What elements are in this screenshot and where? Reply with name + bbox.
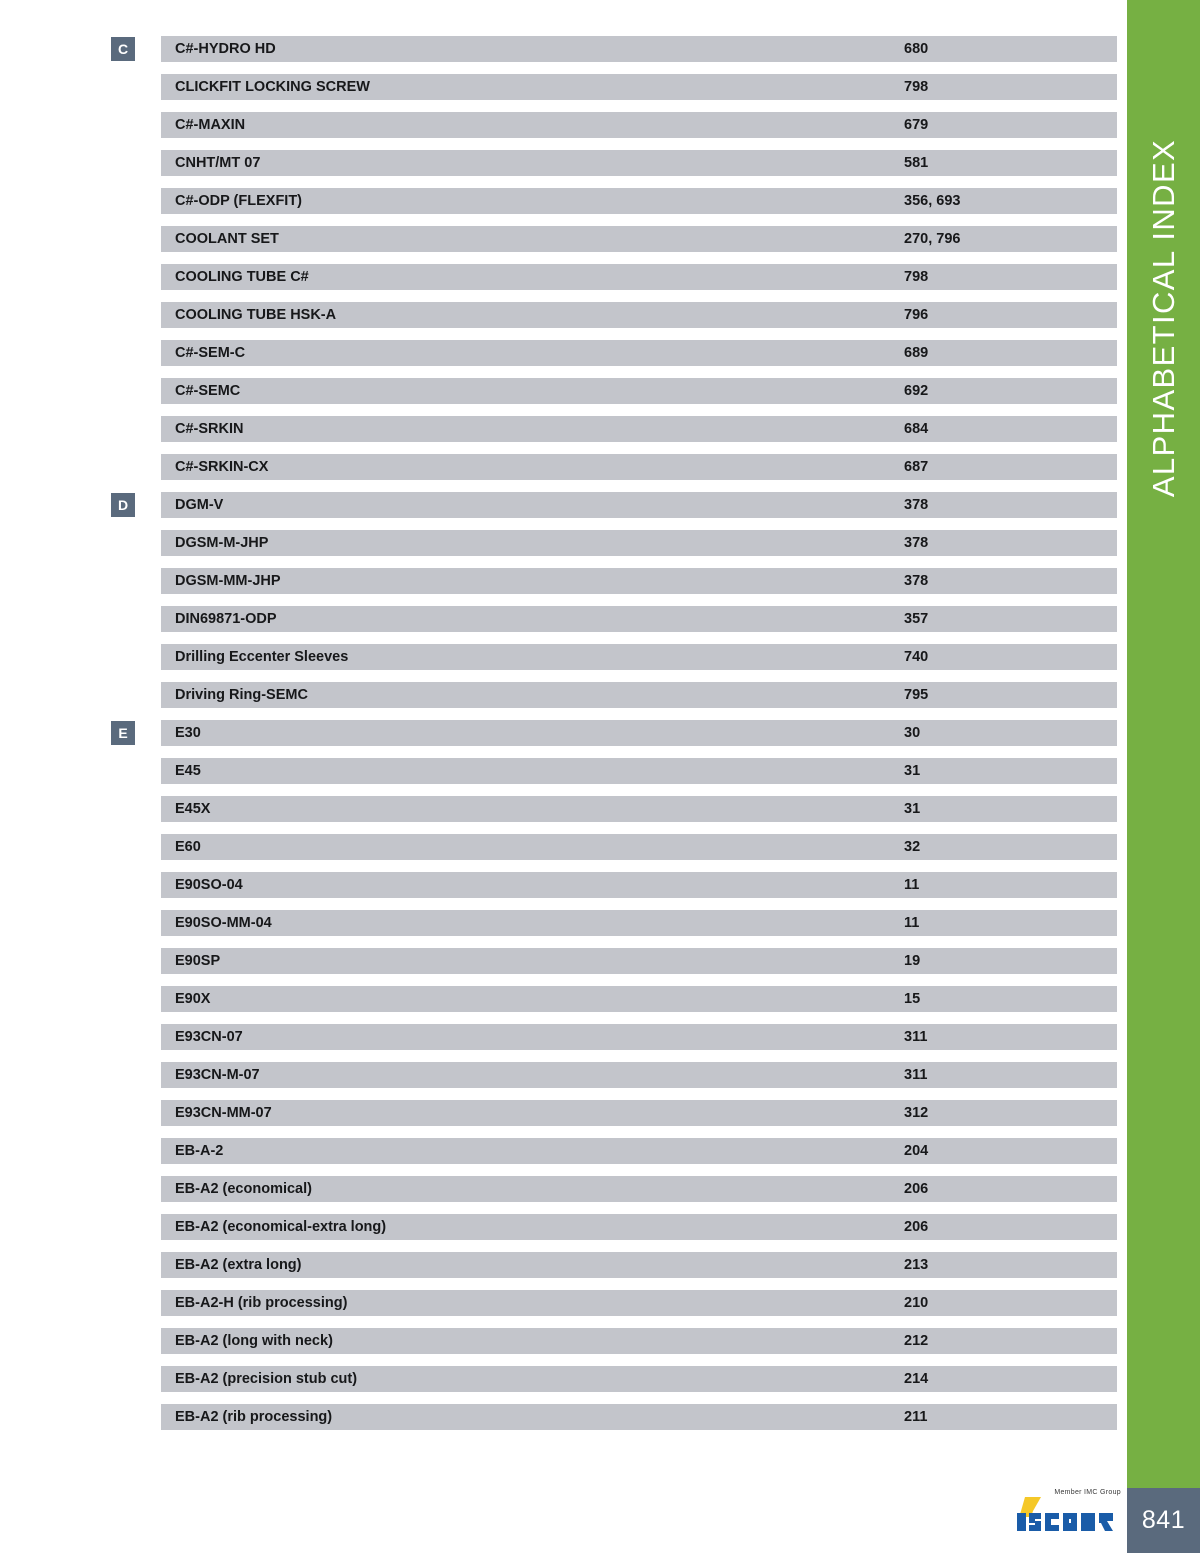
index-entry-name: C#-SEMC (175, 383, 241, 399)
index-row[interactable] (0, 1290, 1117, 1316)
index-row[interactable] (0, 340, 1117, 366)
side-tab-label: ALPHABETICAL INDEX (1145, 138, 1181, 498)
index-entry-name: COOLANT SET (175, 231, 279, 247)
index-entry-page: 206 (904, 1181, 929, 1197)
index-row-bar (161, 1252, 1117, 1278)
index-entry-page: 796 (904, 307, 929, 323)
index-entry-page: 356, 693 (904, 193, 961, 209)
index-entry-name: EB-A-2 (175, 1143, 224, 1159)
index-row-bar (161, 1100, 1117, 1126)
index-entry-page: 11 (904, 877, 920, 893)
index-row[interactable] (0, 606, 1117, 632)
index-entry-name: EB-A2-H (rib processing) (175, 1295, 348, 1311)
index-entry-page: 211 (904, 1409, 928, 1425)
index-row[interactable] (0, 530, 1117, 556)
index-row-bar (161, 796, 1117, 822)
index-row[interactable] (0, 986, 1117, 1012)
index-entry-name: E90SO-MM-04 (175, 915, 272, 931)
index-entry-page: 740 (904, 649, 929, 665)
index-entry-name: COOLING TUBE HSK-A (175, 307, 337, 323)
index-entry-name: EB-A2 (extra long) (175, 1257, 302, 1273)
index-row[interactable] (0, 1100, 1117, 1126)
index-row-bar (161, 188, 1117, 214)
letter-section-badge-c: C (111, 37, 135, 61)
index-entry-name: Driving Ring-SEMC (175, 687, 308, 703)
index-row[interactable] (0, 1024, 1117, 1050)
index-row-bar (161, 644, 1117, 670)
index-entry-name: E90SO-04 (175, 877, 243, 893)
letter-section-badge-d: D (111, 493, 135, 517)
index-entry-name: DGSM-MM-JHP (175, 573, 281, 589)
index-entry-page: 204 (904, 1143, 929, 1159)
index-entry-name: C#-SRKIN (175, 421, 244, 437)
index-entry-page: 15 (904, 991, 921, 1007)
index-row-bar (161, 1366, 1117, 1392)
index-row[interactable] (0, 834, 1117, 860)
index-entry-page: 206 (904, 1219, 929, 1235)
index-row-bar (161, 264, 1117, 290)
iscar-wordmark-icon (1011, 1497, 1123, 1533)
index-entry-page: 357 (904, 611, 929, 627)
index-row[interactable] (0, 36, 1117, 62)
index-entry-page: 30 (904, 725, 921, 741)
index-row-bar (161, 454, 1117, 480)
index-entry-name: C#-SEM-C (175, 345, 246, 361)
iscar-logo (1005, 1487, 1123, 1537)
index-entry-name: C#-MAXIN (175, 117, 246, 133)
index-row-bar (161, 948, 1117, 974)
index-row-bar (161, 74, 1117, 100)
index-row-bar (161, 872, 1117, 898)
index-row-bar (161, 1062, 1117, 1088)
index-row[interactable] (0, 378, 1117, 404)
index-row-bar (161, 1024, 1117, 1050)
index-row[interactable] (0, 758, 1117, 784)
index-entry-name: C#-HYDRO HD (175, 41, 276, 57)
index-row[interactable] (0, 454, 1117, 480)
index-entry-page: 213 (904, 1257, 929, 1273)
index-entry-name: E45X (175, 801, 211, 817)
index-entry-page: 311 (904, 1067, 928, 1083)
index-entry-page: 11 (904, 915, 920, 931)
index-entry-name: EB-A2 (rib processing) (175, 1409, 333, 1425)
index-entry-page: 581 (904, 155, 929, 171)
index-entry-name: EB-A2 (economical) (175, 1181, 312, 1197)
index-entry-page: 32 (904, 839, 921, 855)
index-row-bar (161, 1404, 1117, 1430)
index-entry-page: 214 (904, 1371, 929, 1387)
index-row-bar (161, 226, 1117, 252)
index-row-bar (161, 758, 1117, 784)
index-row[interactable] (0, 720, 1117, 746)
index-entry-name: E93CN-M-07 (175, 1067, 260, 1083)
index-entry-name: EB-A2 (precision stub cut) (175, 1371, 358, 1387)
index-entry-page: 378 (904, 497, 929, 513)
index-entry-page: 798 (904, 79, 929, 95)
index-entry-page: 312 (904, 1105, 929, 1121)
index-row-bar (161, 986, 1117, 1012)
letter-section-badge-e: E (111, 721, 135, 745)
index-row-bar (161, 1214, 1117, 1240)
index-row[interactable] (0, 1176, 1117, 1202)
index-entry-page: 798 (904, 269, 929, 285)
index-row-bar (161, 416, 1117, 442)
index-row[interactable] (0, 1214, 1117, 1240)
index-row-bar (161, 340, 1117, 366)
index-entry-page: 270, 796 (904, 231, 961, 247)
index-entry-name: CNHT/MT 07 (175, 155, 261, 171)
index-row[interactable] (0, 302, 1117, 328)
index-entry-name: Drilling Eccenter Sleeves (175, 649, 349, 665)
index-entry-name: C#-ODP (FLEXFIT) (175, 193, 303, 209)
index-entry-name: EB-A2 (long with neck) (175, 1333, 333, 1349)
index-row[interactable] (0, 910, 1117, 936)
index-row[interactable] (0, 112, 1117, 138)
index-row-bar (161, 682, 1117, 708)
index-entry-page: 210 (904, 1295, 929, 1311)
index-row[interactable] (0, 948, 1117, 974)
index-entry-page: 19 (904, 953, 921, 969)
index-row-bar (161, 1176, 1117, 1202)
index-row-bar (161, 378, 1117, 404)
index-entry-name: E90X (175, 991, 211, 1007)
index-entry-page: 212 (904, 1333, 929, 1349)
index-row-bar (161, 1138, 1117, 1164)
index-row[interactable] (0, 1366, 1117, 1392)
index-entry-page: 679 (904, 117, 929, 133)
index-row-bar (161, 568, 1117, 594)
index-row[interactable] (0, 264, 1117, 290)
index-row[interactable] (0, 492, 1117, 518)
index-entry-page: 680 (904, 41, 929, 57)
index-row[interactable] (0, 150, 1117, 176)
index-row[interactable] (0, 872, 1117, 898)
index-entry-name: EB-A2 (economical-extra long) (175, 1219, 387, 1235)
index-row[interactable] (0, 796, 1117, 822)
alphabetical-index-list (0, 36, 1117, 1442)
index-entry-name: E90SP (175, 953, 221, 969)
index-row-bar (161, 910, 1117, 936)
index-row[interactable] (0, 1252, 1117, 1278)
index-entry-page: 687 (904, 459, 929, 475)
index-row-bar (161, 492, 1117, 518)
index-row[interactable] (0, 188, 1117, 214)
index-entry-page: 378 (904, 535, 929, 551)
index-row-bar (161, 1290, 1117, 1316)
index-row[interactable] (0, 644, 1117, 670)
index-row[interactable] (0, 682, 1117, 708)
index-row[interactable] (0, 226, 1117, 252)
index-row-bar (161, 112, 1117, 138)
index-entry-name: E93CN-07 (175, 1029, 243, 1045)
index-row[interactable] (0, 1062, 1117, 1088)
index-row-bar (161, 834, 1117, 860)
index-row-bar (161, 530, 1117, 556)
index-entry-page: 378 (904, 573, 929, 589)
index-row-bar (161, 1328, 1117, 1354)
index-entry-name: COOLING TUBE C# (175, 269, 309, 285)
index-entry-name: E45 (175, 763, 201, 779)
index-entry-page: 689 (904, 345, 929, 361)
alphabetical-index-side-tab (1127, 0, 1200, 1488)
index-entry-page: 684 (904, 421, 929, 437)
index-entry-name: E30 (175, 725, 201, 741)
index-row-bar (161, 302, 1117, 328)
index-row[interactable] (0, 1138, 1117, 1164)
index-entry-name: CLICKFIT LOCKING SCREW (175, 79, 370, 95)
index-entry-name: E60 (175, 839, 201, 855)
logo-tagline: Member IMC Group (1054, 1489, 1121, 1496)
index-row-bar (161, 720, 1117, 746)
index-entry-page: 795 (904, 687, 929, 703)
index-entry-name: E93CN-MM-07 (175, 1105, 272, 1121)
index-row[interactable] (0, 74, 1117, 100)
index-entry-name: DGM-V (175, 497, 224, 513)
index-row[interactable] (0, 1404, 1117, 1430)
index-row[interactable] (0, 1328, 1117, 1354)
index-row-bar (161, 606, 1117, 632)
index-entry-name: C#-SRKIN-CX (175, 459, 269, 475)
index-row-bar (161, 150, 1117, 176)
index-entry-page: 692 (904, 383, 929, 399)
index-row[interactable] (0, 568, 1117, 594)
index-row-bar (161, 36, 1117, 62)
index-entry-page: 31 (904, 801, 921, 817)
page-number-badge: 841 (1127, 1488, 1200, 1553)
index-row[interactable] (0, 416, 1117, 442)
index-entry-page: 311 (904, 1029, 928, 1045)
index-entry-page: 31 (904, 763, 921, 779)
index-entry-name: DGSM-M-JHP (175, 535, 269, 551)
index-entry-name: DIN69871-ODP (175, 611, 277, 627)
